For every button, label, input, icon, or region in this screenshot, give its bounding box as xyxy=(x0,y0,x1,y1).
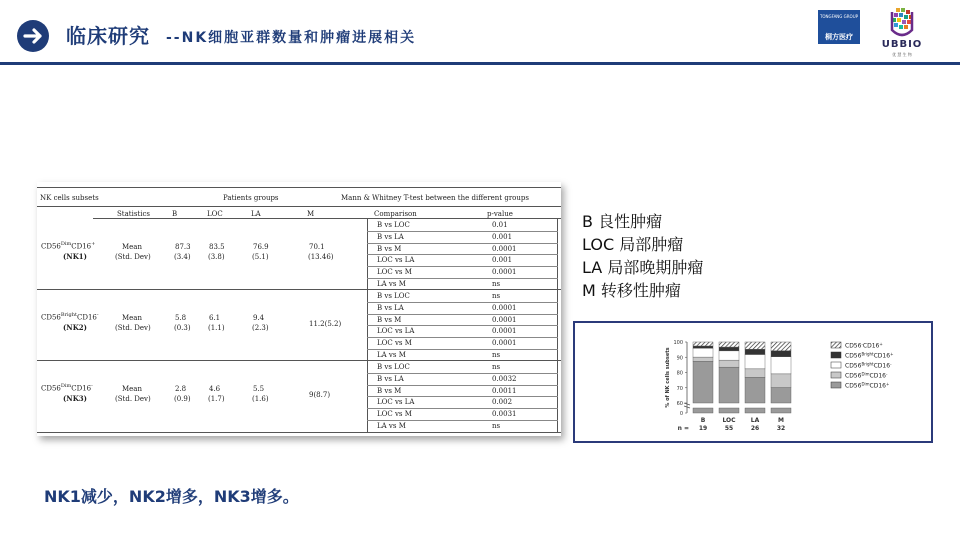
x-tick-label: M xyxy=(778,417,784,424)
table-col-header: Comparison xyxy=(374,210,417,218)
header xyxy=(0,0,960,62)
bar-segment xyxy=(771,342,791,351)
table-rule-group xyxy=(37,206,561,207)
table-col-header: M xyxy=(307,210,315,218)
table-subset-code: (NK1) xyxy=(63,252,87,261)
table-sd-cell: (1.7) xyxy=(208,395,225,403)
table-row-divider xyxy=(367,408,558,409)
table-rule-header xyxy=(93,218,561,219)
table-mean-cell: 87.3 xyxy=(175,243,191,251)
table-mean-cell: 9(8.7) xyxy=(309,391,331,399)
bar-segment xyxy=(719,342,739,347)
x-tick-label: LOC xyxy=(722,417,736,424)
table-mean-cell: 5.8 xyxy=(175,314,187,322)
table-row-divider xyxy=(367,231,558,232)
legend-label: CD56-CD16+ xyxy=(845,341,883,350)
y-tick-label: 90 xyxy=(676,355,683,362)
bar-segment-base xyxy=(771,408,791,413)
n-value-label: 32 xyxy=(776,425,786,432)
table-mean-cell: 2.8 xyxy=(175,385,187,393)
bar-segment xyxy=(693,361,713,403)
table-row-divider xyxy=(367,243,558,244)
table-mean-cell: 11.2(5.2) xyxy=(309,320,342,328)
table-stat-label: Mean xyxy=(122,385,142,393)
table-comparison-cell: B vs LOC xyxy=(377,221,410,229)
y-tick-label: 60 xyxy=(676,401,683,407)
table-pvalue-cell: 0.0001 xyxy=(492,244,517,253)
legend-label: $CD56^{Dim}CD16^-$ xyxy=(845,371,888,380)
n-value-label: 19 xyxy=(698,425,708,432)
table-sd-cell: (2.3) xyxy=(252,324,269,332)
table-sd-cell: (0.9) xyxy=(174,395,191,403)
legend-label: $CD56^{Dim}CD16^+$ xyxy=(845,381,890,390)
table-row-divider xyxy=(367,337,558,338)
logo-company-small: TONGFANG GROUP xyxy=(819,14,859,19)
bar-segment xyxy=(719,347,739,351)
table-rule-top xyxy=(37,187,561,188)
page-title: 临床研究 xyxy=(66,24,150,48)
table-subset-label: $CD56^{Dim}CD16^+$ xyxy=(41,241,96,251)
table-row-divider xyxy=(367,266,558,267)
note-benign: B 良性肿瘤 xyxy=(582,212,663,231)
bar-segment-base xyxy=(719,408,739,413)
table-mean-cell: 76.9 xyxy=(253,243,269,251)
table-pvalue-cell: 0.0001 xyxy=(492,315,517,324)
legend-swatch xyxy=(831,362,841,368)
table-pvalue-cell: 0.001 xyxy=(492,256,513,265)
table-row-divider xyxy=(367,373,558,374)
table-row-divider xyxy=(367,254,558,255)
table-row-divider xyxy=(367,396,558,397)
bar-segment xyxy=(745,355,765,369)
bar-segment-base xyxy=(693,408,713,413)
table-mean-cell: 4.6 xyxy=(209,385,221,393)
table-mean-cell: 9.4 xyxy=(253,314,265,322)
table-sd-cell: (3.8) xyxy=(208,253,225,261)
table-comparison-cell: LOC vs LA xyxy=(377,256,415,265)
table-pvalue-cell: ns xyxy=(492,292,501,300)
legend-label: $CD56^{Bright}CD16^-$ xyxy=(845,361,892,370)
table-pvalue-cell: 0.001 xyxy=(492,232,513,241)
y-tick-label: 80 xyxy=(676,370,683,377)
table-group-header: NK cells subsets xyxy=(40,194,99,202)
ubbio-logo xyxy=(870,6,934,58)
table-row-divider xyxy=(367,325,558,326)
bar-segment xyxy=(771,388,791,403)
table-pvalue-cell: ns xyxy=(492,351,501,359)
page-subtitle: --NK细胞亚群数量和肿瘤进展相关 xyxy=(166,30,417,46)
table-stat-label: Mean xyxy=(122,243,142,251)
table-mean-cell: 83.5 xyxy=(209,243,225,251)
table-comparison-cell: B vs LOC xyxy=(377,363,410,371)
table-col-header: p-value xyxy=(487,210,513,218)
table-group-header: Patients groups xyxy=(223,194,279,202)
logo-brand: UBBIO xyxy=(881,39,923,50)
n-label: n = xyxy=(677,425,689,432)
note-metastatic: M 转移性肿瘤 xyxy=(582,281,681,300)
table-sd-cell: (3.4) xyxy=(174,253,191,261)
bar-segment xyxy=(719,360,739,367)
table-comparison-cell: LA vs M xyxy=(377,422,406,430)
table-rule-row2 xyxy=(37,360,561,361)
table-stat-label: (Std. Dev) xyxy=(115,324,151,332)
tongfang-logo xyxy=(818,10,860,44)
note-local: LOC 局部肿瘤 xyxy=(582,235,684,254)
table-row-divider xyxy=(367,302,558,303)
table-sd-cell: (1.1) xyxy=(208,324,225,332)
table-comparison-cell: B vs LA xyxy=(377,303,404,312)
table-pvalue-cell: 0.0032 xyxy=(492,374,517,383)
bar-segment xyxy=(693,348,713,357)
bar-segment xyxy=(771,374,791,388)
nk-stats-table xyxy=(37,182,561,436)
bar-segment-base xyxy=(745,408,765,413)
table-rule-bottom xyxy=(37,432,561,433)
table-pvalue-cell: 0.0001 xyxy=(492,303,517,312)
bar-segment xyxy=(745,369,765,377)
table-stat-label: (Std. Dev) xyxy=(115,253,151,261)
table-sd-cell: (1.6) xyxy=(252,395,269,403)
table-sd-cell: (5.1) xyxy=(252,253,269,261)
x-tick-label: LA xyxy=(750,417,760,424)
table-pvalue-cell: 0.0031 xyxy=(492,410,517,419)
table-row-divider xyxy=(367,385,558,386)
table-comparison-cell: LOC vs M xyxy=(377,339,412,348)
table-comparison-cell: B vs LOC xyxy=(377,292,410,300)
n-value-label: 26 xyxy=(750,425,760,432)
legend-swatch xyxy=(831,342,841,348)
conclusion-text: NK1减少，NK2增多，NK3增多。 xyxy=(44,487,299,506)
table-pvalue-cell: 0.0001 xyxy=(492,327,517,336)
group-legend-notes xyxy=(582,210,703,302)
table-comparison-cell: LA vs M xyxy=(377,280,406,288)
table-col-header: LOC xyxy=(207,210,223,218)
x-tick-label: B xyxy=(700,417,706,424)
bar-segment xyxy=(693,346,713,348)
table-row-divider xyxy=(367,420,558,421)
legend-swatch xyxy=(831,372,841,378)
y-axis-label: % of NK cells subsets xyxy=(665,347,671,408)
table-mean-cell: 70.1 xyxy=(309,243,325,251)
bar-segment xyxy=(693,357,713,361)
ubbio-emblem-icon xyxy=(870,6,934,40)
table-comparison-cell: LOC vs LA xyxy=(377,327,415,336)
table-mean-cell: 6.1 xyxy=(209,314,221,322)
table-comparison-cell: B vs M xyxy=(377,315,402,324)
logo-company-name: 桐方医疗 xyxy=(825,33,853,41)
bar-segment xyxy=(745,377,765,403)
legend-swatch xyxy=(831,382,841,388)
table-pvalue-cell: ns xyxy=(492,422,501,430)
legend-swatch xyxy=(831,352,841,358)
bar-segment xyxy=(719,367,739,403)
table-subset-code: (NK2) xyxy=(63,323,87,332)
table-stat-label: (Std. Dev) xyxy=(115,395,151,403)
table-rule-row1 xyxy=(37,289,561,290)
stacked-bar-chart xyxy=(575,323,931,441)
table-mean-cell: 5.5 xyxy=(253,385,265,393)
table-pvalue-cell: 0.002 xyxy=(492,398,513,407)
table-comparison-cell: B vs M xyxy=(377,244,402,253)
table-subset-label: $CD56^{Bright}CD16^-$ xyxy=(41,312,99,322)
logo-brand-sub: 优 慧 生 物 xyxy=(892,52,912,57)
legend-label: $CD56^{Bright}CD16^+$ xyxy=(845,351,894,360)
bar-segment xyxy=(745,349,765,354)
table-pvalue-cell: ns xyxy=(492,280,501,288)
arrow-right-icon xyxy=(17,20,49,52)
table-comparison-cell: LOC vs M xyxy=(377,410,412,419)
table-subset-code: (NK3) xyxy=(63,394,87,403)
table-col-header: B xyxy=(172,210,178,218)
table-subset-label: $CD56^{Dim}CD16^-$ xyxy=(41,383,93,393)
table-row-divider xyxy=(367,314,558,315)
y-tick-label: 0 xyxy=(679,411,683,417)
table-comparison-cell: B vs M xyxy=(377,386,402,395)
y-tick-label: 70 xyxy=(676,385,683,392)
n-value-label: 55 xyxy=(724,425,734,432)
table-sd-cell: (13.46) xyxy=(308,253,334,261)
bar-segment xyxy=(771,351,791,357)
table-row-divider xyxy=(367,278,558,279)
table-col-header: Statistics xyxy=(117,210,150,218)
table-col-header: LA xyxy=(251,210,261,218)
table-comparison-cell: B vs LA xyxy=(377,374,404,383)
bar-segment xyxy=(693,342,713,346)
y-tick-label: 100 xyxy=(673,340,683,346)
note-locally-advanced: LA 局部晚期肿瘤 xyxy=(582,258,704,277)
table-comparison-cell: LA vs M xyxy=(377,351,406,359)
table-pvalue-cell: ns xyxy=(492,363,501,371)
table-pvalue-cell: 0.01 xyxy=(492,221,508,229)
bar-segment xyxy=(771,357,791,374)
table-row-divider xyxy=(367,349,558,350)
table-pvalue-cell: 0.0011 xyxy=(492,386,517,395)
bar-segment xyxy=(719,351,739,360)
table-comparison-cell: LOC vs M xyxy=(377,268,412,277)
table-group-header: Mann & Whitney T-test between the different groups xyxy=(341,194,529,202)
table-pvalue-cell: 0.0001 xyxy=(492,268,517,277)
bar-segment xyxy=(745,342,765,349)
chart-panel xyxy=(573,321,933,443)
header-divider xyxy=(0,62,960,65)
table-comparison-cell: B vs LA xyxy=(377,232,404,241)
table-stat-label: Mean xyxy=(122,314,142,322)
table-sd-cell: (0.3) xyxy=(174,324,191,332)
table-comparison-cell: LOC vs LA xyxy=(377,398,415,407)
table-pvalue-cell: 0.0001 xyxy=(492,339,517,348)
